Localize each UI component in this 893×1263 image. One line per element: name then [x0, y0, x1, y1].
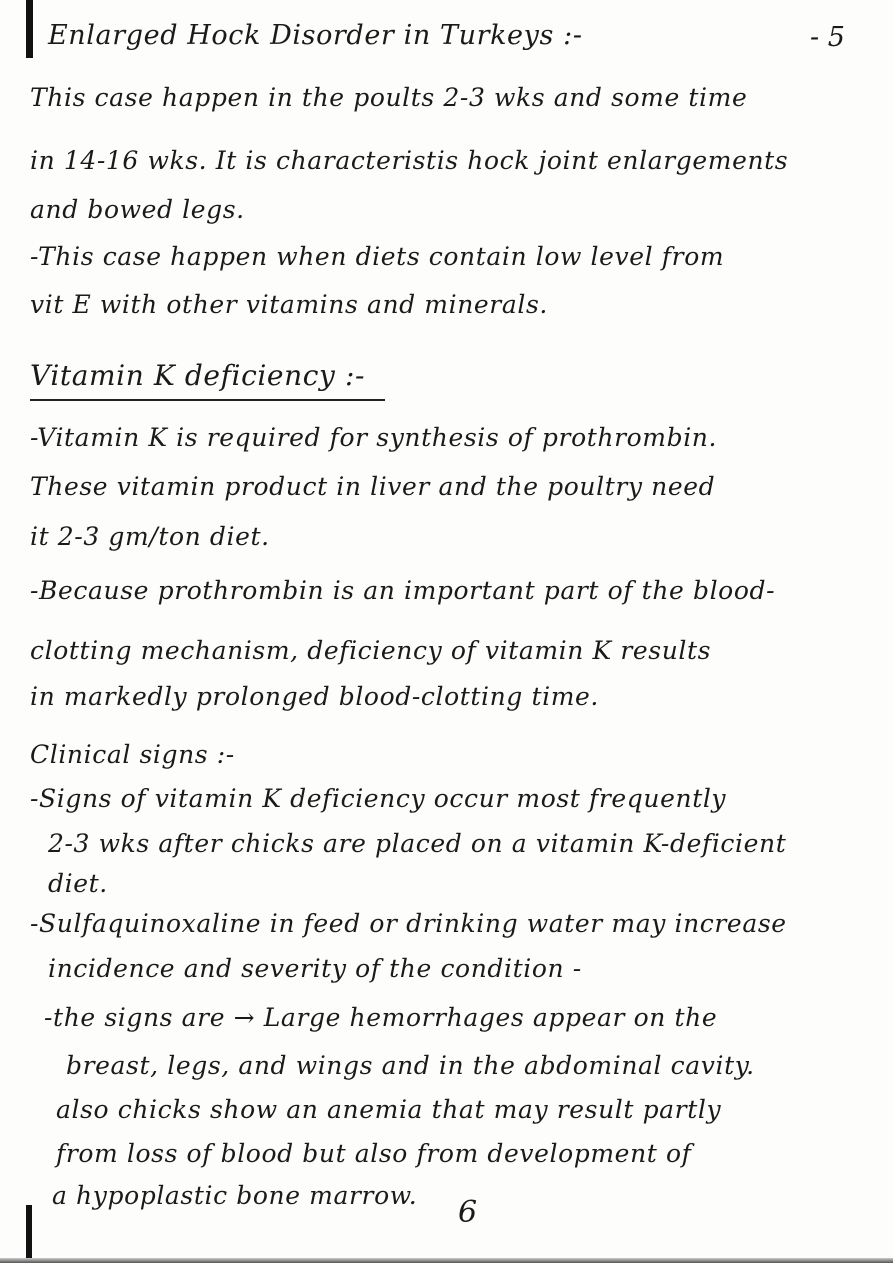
text-line: and bowed legs. — [30, 195, 245, 224]
binding-edge-bottom — [26, 1205, 32, 1263]
section-heading: Vitamin K deficiency :- — [30, 359, 366, 392]
text-line: in markedly prolonged blood-clotting time. — [30, 682, 599, 711]
text-line: in 14-16 wks. It is characteristis hock joint enlargements — [30, 146, 789, 175]
text-line: diet. — [48, 869, 108, 898]
text-line: -Sulfaquinoxaline in feed or drinking water may increase — [30, 909, 787, 938]
text-line: a hypoplastic bone marrow. — [52, 1181, 418, 1210]
section-heading: Clinical signs :- — [30, 740, 235, 769]
text-line: also chicks show an anemia that may result partly — [56, 1095, 722, 1124]
page-number: - 5 — [810, 22, 845, 53]
text-line: -This case happen when diets contain low level from — [30, 242, 725, 271]
page-title: Enlarged Hock Disorder in Turkeys :- — [48, 20, 583, 51]
text-line: -Because prothrombin is an important part of the blood- — [30, 576, 776, 605]
text-line: These vitamin product in liver and the poultry need — [30, 472, 716, 501]
heading-underline — [30, 399, 385, 401]
text-line: it 2-3 gm/ton diet. — [30, 522, 270, 551]
binding-edge-top — [26, 0, 33, 58]
text-line: -Signs of vitamin K deficiency occur most frequently — [30, 784, 727, 813]
page-bottom-edge — [0, 1258, 893, 1263]
text-line: breast, legs, and wings and in the abdominal cavity. — [66, 1051, 755, 1080]
text-line: -Vitamin K is required for synthesis of prothrombin. — [30, 423, 718, 452]
text-line: -the signs are → Large hemorrhages appear on the — [44, 1003, 718, 1032]
text-line: This case happen in the poults 2-3 wks and some time — [30, 83, 748, 112]
text-line: 2-3 wks after chicks are placed on a vitamin K-deficient — [48, 829, 787, 858]
text-line: clotting mechanism, deficiency of vitamin K results — [30, 636, 712, 665]
text-line: vit E with other vitamins and minerals. — [30, 290, 548, 319]
text-line: from loss of blood but also from development of — [56, 1139, 692, 1168]
text-line: incidence and severity of the condition - — [48, 954, 582, 983]
footer-page-number: 6 — [458, 1195, 478, 1230]
